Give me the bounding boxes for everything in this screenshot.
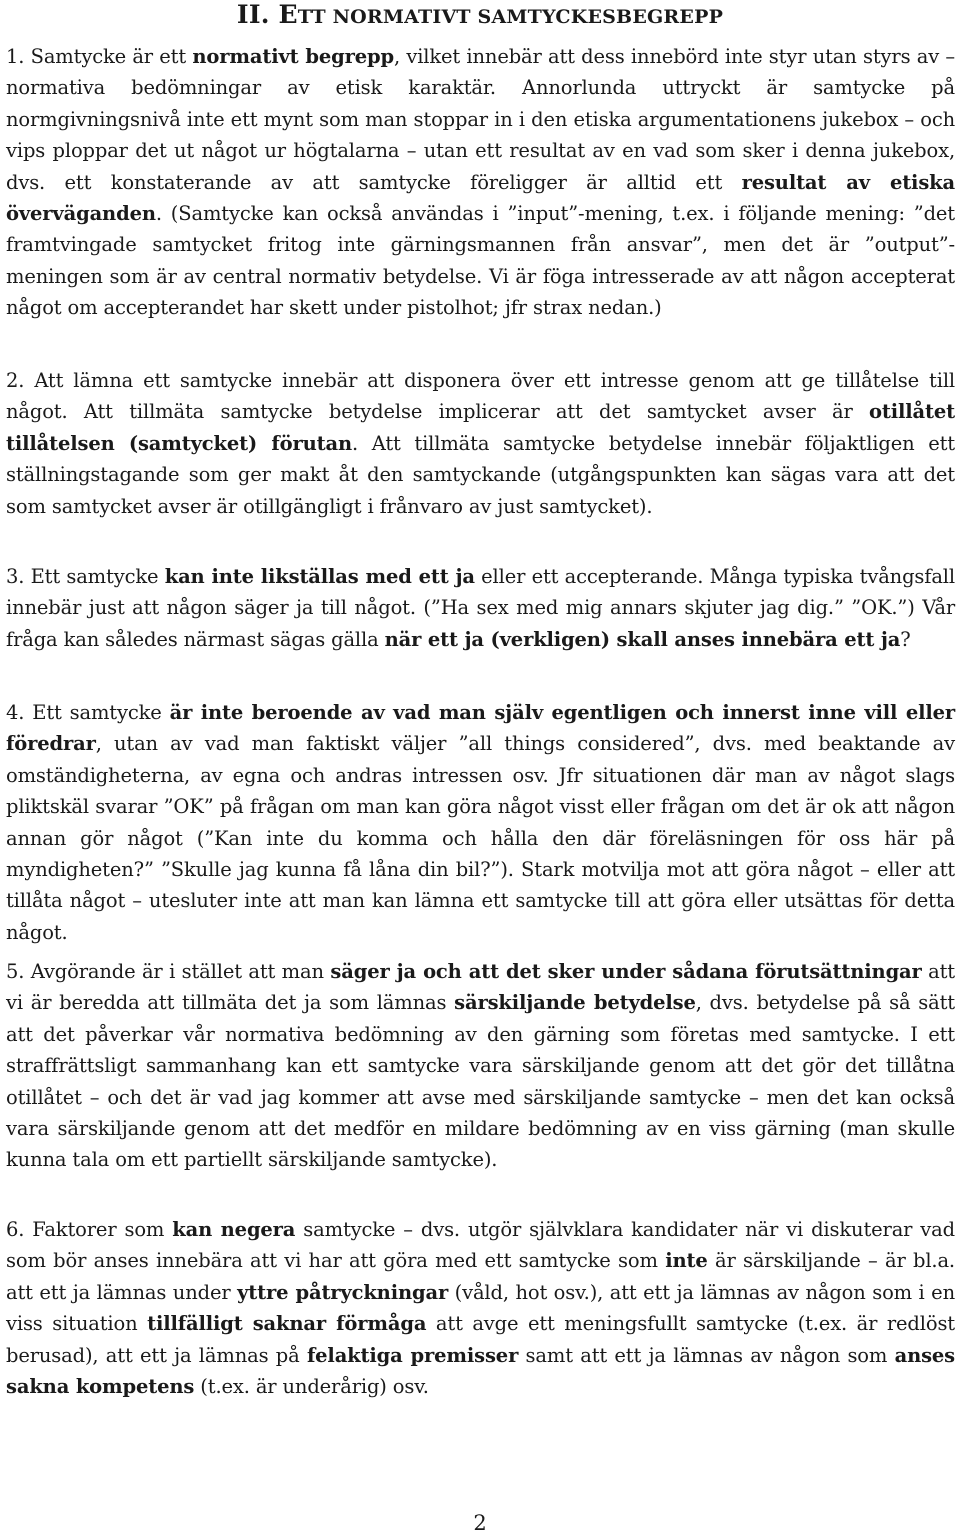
text-run: 4. Ett samtycke xyxy=(6,701,170,724)
text-run: 1. Samtycke är ett xyxy=(6,45,193,68)
paragraph-3 xyxy=(6,561,955,655)
paragraph-6 xyxy=(6,1214,955,1402)
text-run: (våld, hot osv.), att ett ja lämnas av någon som i en viss situation xyxy=(6,1280,955,1336)
text-run: , vilket innebär att dess innebörd inte styr utan styrs av – normativa bedömningar av etisk karaktär. Annorlunda uttryckt är samtycke på normgivningsnivå inte ett mynt som man stoppar in i den etiska argumentationens jukebox – och vips ploppar det ut något ur högtalarna – utan ett resultat av en vad som sker i denna jukebox, dvs. ett konstaterande av att samtycke föreligger är alltid ett xyxy=(6,45,955,194)
bold-phrase: är inte beroende av vad man själv egentligen och innerst inne vill eller föredrar xyxy=(6,701,955,756)
bold-phrase: särskiljande betydelse xyxy=(454,991,696,1015)
text-run: , utan av vad man faktiskt väljer ”all things considered”, dvs. med beaktande av omständigheterna, av egna och andras intressen osv. Jfr situationen där man av något slags pliktskäl svarar ”OK” på frågan om man kan göra något visst eller frågan om det är ok att någon annan gör något (”Kan inte du komma och hålla den där föreläsningen för oss här på myndigheten?” ”Skulle jag kunna få låna din bil?”). Stark motvilja mot att göra något – eller att tillåta något – utesluter inte att man kan lämna ett samtycke till att göra eller utsättas för detta något. xyxy=(6,732,955,944)
text-run: 6. Faktorer som xyxy=(6,1218,173,1241)
text-run: 5. Avgörande är i stället att man xyxy=(6,960,331,983)
bold-phrase: tillfälligt saknar förmåga xyxy=(147,1312,427,1336)
paragraph-2 xyxy=(6,365,955,522)
text-run: . Att tillmäta samtycke betydelse innebär följaktligen ett ställningstagande som ger makt åt den samtyckande (utgångspunkten kan sägas vara att det som samtycket avser är otillgängligt i frånvaro av just samtycket). xyxy=(6,431,955,518)
bold-phrase: normativt begrepp xyxy=(192,45,394,68)
text-run: ? xyxy=(900,627,911,651)
paragraph-4 xyxy=(6,697,955,948)
text-run: samt att ett ja lämnas av någon som xyxy=(518,1343,895,1367)
heading-rest: TT NORMATIVT SAMTYCKESBEGREPP xyxy=(297,6,724,28)
text-run: samtycke – dvs. utgör självklara kandidater när vi diskuterar vad som bör anses innebära att vi har att göra med ett samtycke som xyxy=(6,1218,955,1273)
text-run: är särskiljande – är bl.a. att ett ja lämnas under xyxy=(6,1249,955,1304)
section-heading xyxy=(0,0,960,29)
bold-phrase: yttre påtryckningar xyxy=(237,1280,449,1304)
bold-phrase: inte xyxy=(665,1249,708,1273)
text-run: eller ett accepterande. Många typiska tvångsfall innebär just att någon säger ja till något. (”Ha sex med mig annars skjuter jag dig.” ”OK.”) Vår fråga kan således närmast sägas gälla xyxy=(6,565,955,651)
paragraph-5 xyxy=(6,956,955,1176)
bold-phrase: när ett ja (verkligen) skall anses innebära ett ja xyxy=(384,627,901,651)
text-run: . (Samtycke kan också användas i ”input”-mening, t.ex. i följande mening: ”det framtvingade samtycket fritog inte gärningsmannen från ansvar”, men det är ”output”-meningen som är av central normativ betydelse. Vi är föga intresserade av att någon accepterat något om accepterandet har skett under pistolhot; jfr strax nedan.) xyxy=(6,202,955,320)
bold-phrase: kan inte likställas med ett ja xyxy=(164,565,475,588)
bold-phrase: säger ja och att det sker under sådana förutsättningar xyxy=(330,960,922,983)
text-run: 3. Ett samtycke xyxy=(6,565,165,588)
paragraph-1 xyxy=(6,41,955,324)
text-run: , dvs. betydelse på så sätt att det påverkar vår normativa bedömning av den gärning som företas med samtycke. I ett straffrättsligt sammanhang kan ett samtycke vara särskiljande genom att det gör det tillåtna otillåtet – och det är vad jag kommer att avse med särskiljande samtycke – men det kan också vara särskiljande genom att det medför en mildare bedömning av en viss gärning (man skulle kunna tala om ett partiellt särskiljande samtycke). xyxy=(6,991,955,1172)
text-run: att avge ett meningsfullt samtycke (t.ex. är redlöst berusad), att ett ja lämnas på xyxy=(6,1312,955,1367)
text-run: att vi är beredda att tillmäta det ja som lämnas xyxy=(6,960,955,1015)
heading-roman: II. E xyxy=(236,0,298,29)
bold-phrase: kan negera xyxy=(172,1218,296,1241)
bold-phrase: resultat av etiska överväganden xyxy=(6,170,955,226)
bold-phrase: anses sakna kompetens xyxy=(6,1343,956,1399)
page-number: 2 xyxy=(473,1511,487,1535)
bold-phrase: felaktiga premisser xyxy=(306,1343,519,1367)
text-run: 2. Att lämna ett samtycke innebär att disponera över ett intresse genom att ge tillåtelse till något. Att tillmäta samtycke betydelse implicerar att det samtycket avser är xyxy=(6,369,955,424)
bold-phrase: otillåtet tillåtelsen (samtycket) förutan xyxy=(6,400,955,455)
text-run: (t.ex. är underårig) osv. xyxy=(194,1375,429,1399)
